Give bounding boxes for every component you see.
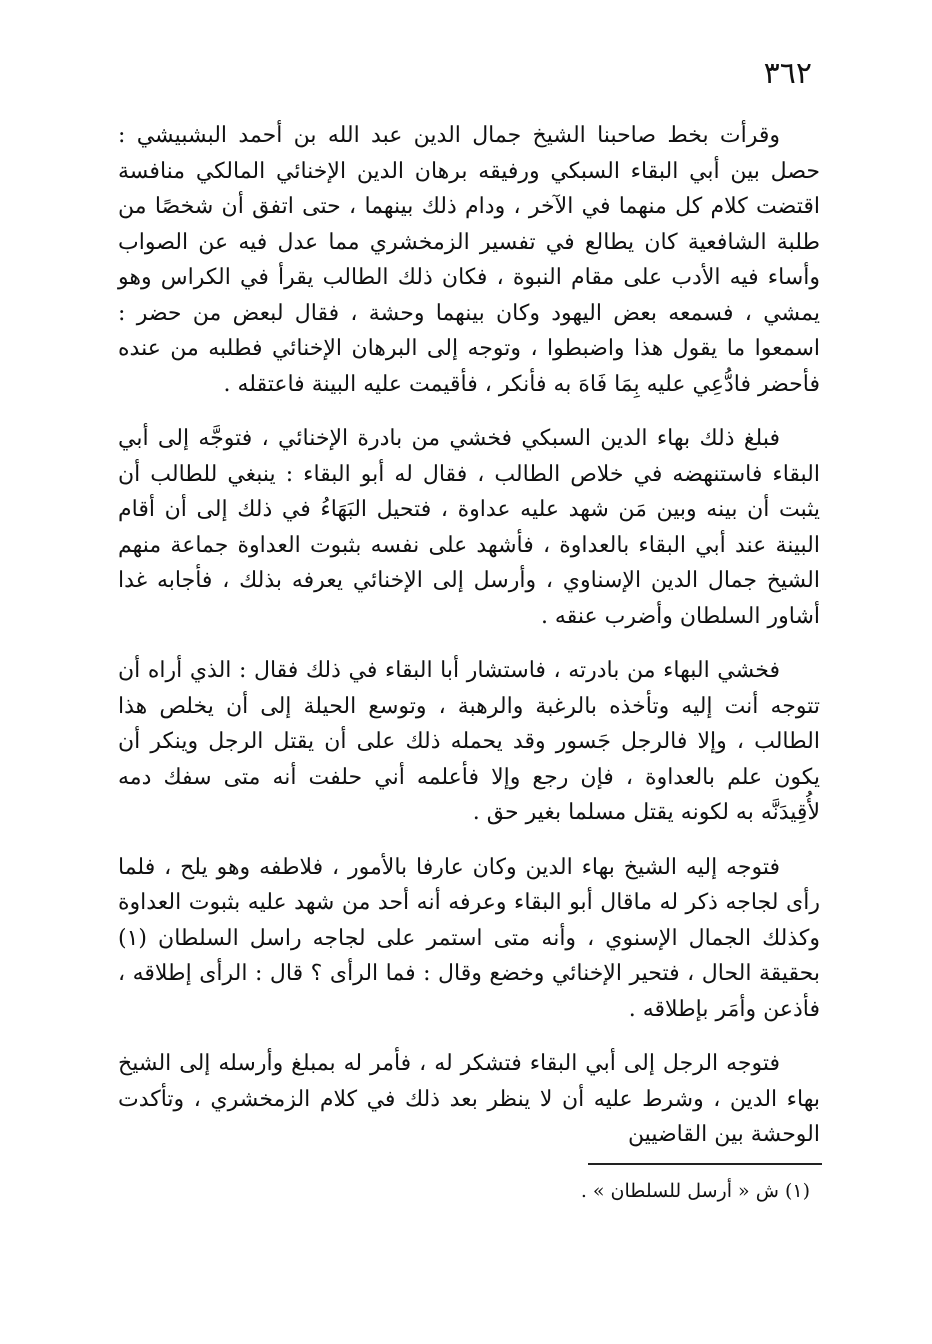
- footnote: (١) ش « أرسل للسلطان » .: [580, 1180, 810, 1202]
- paragraph-4: فتوجه إليه الشيخ بهاء الدين وكان عارفا بالأمور ، فلاطفه وهو يلح ، فلما رأى لجاجه ذكر له ماقال أبو البقاء وعرفه أنه أحد من شهد عليه بثبوت العداوة وكذلك الجمال الإسنوي ، وأنه متى استمر على لجاجه راسل السلطان (١) بحقيقة الحال ، فتحير الإخنائي وخضع وقال : فما الرأى ؟ قال : الرأى إطلاقه ، فأذعن وأمَر بإطلاقه .: [118, 854, 820, 1022]
- footnote-divider: [588, 1163, 822, 1165]
- paragraph-2: فبلغ ذلك بهاء الدين السبكي فخشي من بادرة الإخنائي ، فتوجَّه إلى أبي البقاء فاستنهضه في خلاص الطالب ، فقال له أبو البقاء : ينبغي للطالب أن يثبت أن بينه وبين مَن شهد عليه عداوة ، فتحيل البَهَاءُ في ذلك إلى أن أقام البينة عند أبي البقاء بالعداوة ، فأشهد على نفسه بثبوت العداوة جماعة منهم الشيخ جمال الدين الإسناوي ، وأرسل إلى الإخنائي يعرفه بذلك ، فأجابه غدا أشاور السلطان وأضرب عنقه .: [118, 426, 820, 629]
- paragraph-5: فتوجه الرجل إلى أبي البقاء فتشكر له ، فأمر له بمبلغ وأرسله إلى الشيخ بهاء الدين ، وشرط عليه أن لا ينظر بعد ذلك في كلام الزمخشري ، وتأكدت الوحشة بين القاضيين: [118, 1051, 820, 1147]
- page-number: ٣٦٢: [763, 56, 812, 91]
- main-text: [118, 118, 820, 1172]
- paragraph-1: وقرأت بخط صاحبنا الشيخ جمال الدين عبد الله بن أحمد البشبيشي : حصل بين أبي البقاء السبكي ورفيقه برهان الدين الإخنائي المالكي منافسة اقتضت كلام كل منهما في الآخر ، ودام ذلك بينهما ، حتى اتفق أن شخصًا من طلبة الشافعية كان يطالع في تفسير الزمخشري مما عدل فيه عن الصواب وأساء فيه الأدب على مقام النبوة ، فكان ذلك الطالب يقرأ في الكراس وهو يمشي ، فسمعه بعض اليهود وكان بينهما وحشة ، فقال لبعض من حضر : اسمعوا ما يقول هذا واضبطوا ، وتوجه إلى البرهان الإخنائي فطلبه من عنده فأحضر فادُّعِي عليه بِمَا فَاهَ به فأنكر ، فأقيمت عليه البينة فاعتقله .: [118, 123, 820, 397]
- paragraph-3: فخشي البهاء من بادرته ، فاستشار أبا البقاء في ذلك فقال : الذي أراه أن تتوجه أنت إليه وتأخذه بالرغبة والرهبة ، وتوسع الحيلة إلى أن يخلص هذا الطالب ، وإلا فالرجل جَسور وقد يحمله ذلك على أن يقتل الرجل وينكر أن يكون علم بالعداوة ، فإن رجع وإلا فأعلمه أني حلفت أنه متى سفك دمه لأُقِيدَنَّه به لكونه يقتل مسلما بغير حق .: [118, 658, 820, 825]
